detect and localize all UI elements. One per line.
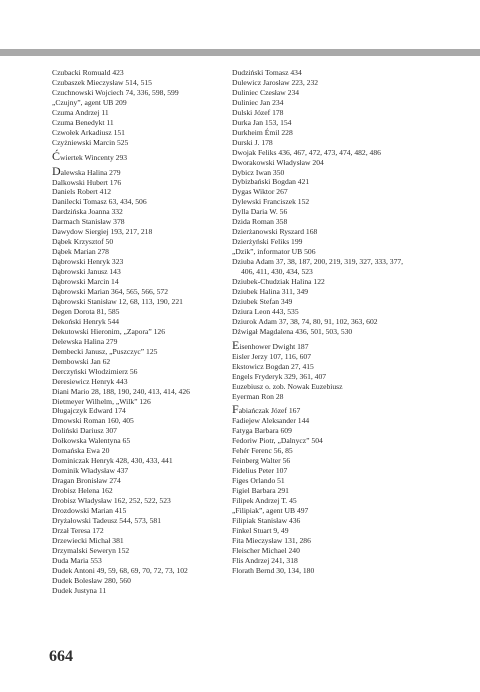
index-entry: Dzierżyński Feliks 199 bbox=[232, 237, 303, 247]
index-entry: Darmach Stanisław 378 bbox=[52, 217, 125, 227]
index-column-left bbox=[52, 68, 222, 596]
index-entry: Dulski Józef 178 bbox=[232, 107, 284, 117]
index-entry: Domańska Ewa 20 bbox=[52, 446, 110, 456]
index-entry: Flis Andrzej 241, 318 bbox=[232, 555, 298, 565]
index-entry: Daniels Robert 412 bbox=[52, 187, 112, 197]
index-entry: Fleischer Michael 240 bbox=[232, 545, 300, 555]
index-entry: Dziubek-Chudziak Halina 122 bbox=[232, 277, 325, 287]
index-entry: Dąbrowski Marcin 14 bbox=[52, 277, 119, 287]
index-entry: Durkheim Émil 228 bbox=[232, 127, 293, 137]
index-entry: Dziubek Stefan 349 bbox=[232, 296, 293, 306]
index-entry: Eyerman Ron 28 bbox=[232, 391, 284, 401]
index-entry: Finkel Stuart 9, 49 bbox=[232, 525, 289, 535]
index-entry: Dylewski Franciszek 152 bbox=[232, 197, 310, 207]
index-section-first-entry: Fabiańczak Józef 167 bbox=[232, 402, 301, 417]
index-entry: „Dzik”, informator UB 506 bbox=[232, 247, 316, 257]
index-entry: Dziubek Halina 311, 349 bbox=[232, 286, 309, 296]
index-entry: Dembowski Jan 62 bbox=[52, 356, 111, 366]
index-entry: Filipiak Stanisław 436 bbox=[232, 515, 301, 525]
index-entry: Fita Mieczysław 131, 286 bbox=[232, 535, 311, 545]
index-entry: Dołkowska Walentyna 65 bbox=[52, 436, 131, 446]
index-entry: Dąbrowski Stanisław 12, 68, 113, 190, 221 bbox=[52, 296, 183, 306]
index-entry: Fehér Ferenc 56, 85 bbox=[232, 446, 293, 456]
index-entry: Fedoriw Piotr, „Dalnycz” 504 bbox=[232, 436, 323, 446]
page-number: 664 bbox=[49, 648, 73, 665]
header-rule bbox=[0, 49, 480, 56]
index-entry: Czuma Andrzej 11 bbox=[52, 107, 109, 117]
index-entry: Dzierżanowski Ryszard 168 bbox=[232, 227, 318, 237]
index-entry: Dudek Antoni 49, 59, 68, 69, 70, 72, 73, 102 bbox=[52, 565, 188, 575]
index-entry: Dwojak Feliks 436, 467, 472, 473, 474, 482, 486 bbox=[232, 147, 381, 157]
index-entry: Dudziński Tomasz 434 bbox=[232, 68, 302, 77]
index-entry: Drobisz Helena 162 bbox=[52, 486, 113, 496]
index-entry: „Czujny”, agent UB 209 bbox=[52, 97, 127, 107]
index-entry: Dąbrowski Henryk 323 bbox=[52, 257, 124, 267]
index-section-first-entry: Dalewska Halina 279 bbox=[52, 163, 121, 178]
index-entry: Dworakowski Władysław 204 bbox=[232, 157, 324, 167]
index-entry: Delewska Halina 279 bbox=[52, 336, 118, 346]
index-entry: Figiel Barbara 291 bbox=[232, 486, 289, 496]
index-entry: Czubaszek Mieczysław 514, 515 bbox=[52, 77, 152, 87]
index-entry: Dąbek Krzysztof 50 bbox=[52, 237, 114, 247]
index-entry: Durka Jan 153, 154 bbox=[232, 117, 292, 127]
index-entry: Filipek Andrzej T. 45 bbox=[232, 496, 297, 506]
index-entry: Dzida Roman 358 bbox=[232, 217, 288, 227]
index-entry: Deresiewicz Henryk 443 bbox=[52, 376, 128, 386]
index-entry: Fadiejew Aleksander 144 bbox=[232, 416, 310, 426]
index-entry: Dylla Daria W. 56 bbox=[232, 207, 288, 217]
index-entry: Dąbrowski Marian 364, 565, 566, 572 bbox=[52, 287, 169, 297]
index-entry: Dybicz Iwan 350 bbox=[232, 167, 285, 177]
index-entry: Drozdowski Marian 415 bbox=[52, 505, 127, 515]
index-entry: Doliński Dariusz 307 bbox=[52, 426, 117, 436]
index-entry: Dietmeyer Wilhelm, „Wilk” 126 bbox=[52, 396, 151, 406]
index-entry: Dekutowski Hieronim, „Zapora” 126 bbox=[52, 326, 166, 336]
index-entry: Dygas Wiktor 267 bbox=[232, 187, 288, 197]
index-section-first-entry: Eisenhower Dwight 187 bbox=[232, 337, 309, 352]
index-entry: Diani Mario 28, 188, 190, 240, 413, 414, 426 bbox=[52, 386, 190, 396]
index-entry: Dulewicz Jarosław 223, 232 bbox=[232, 77, 319, 87]
index-entry: Dziurok Adam 37, 38, 74, 80, 91, 102, 363, 602 bbox=[232, 316, 378, 326]
index-entry: Eisler Jerzy 107, 116, 607 bbox=[232, 351, 312, 361]
index-entry: Fidelius Peter 107 bbox=[232, 466, 288, 476]
index-entry: Ekstowicz Bogdan 27, 415 bbox=[232, 361, 314, 371]
index-entry: Dawydow Siergiej 193, 217, 218 bbox=[52, 227, 153, 237]
index-entry: Dalkowski Hubert 176 bbox=[52, 177, 122, 187]
index-entry: Degen Dorota 81, 585 bbox=[52, 306, 120, 316]
index-entry: Fatyga Barbara 609 bbox=[232, 426, 292, 436]
index-entry: Drzymalski Seweryn 152 bbox=[52, 545, 130, 555]
index-entry: Dudek Bolesław 280, 560 bbox=[52, 575, 131, 585]
index-entry: Dembecki Janusz, „Puszczyc” 125 bbox=[52, 346, 158, 356]
index-entry: Dąbrowski Janusz 143 bbox=[52, 267, 121, 277]
index-entry: Długajczyk Edward 174 bbox=[52, 406, 126, 416]
index-entry: „Filipiak”, agent UB 497 bbox=[232, 505, 309, 515]
index-entry: Duda Maria 553 bbox=[52, 555, 102, 565]
index-entry: Dziuba Adam 37, 38, 187, 200, 219, 319, 327, 333, 377, 406, 411, 430, 434, 523 bbox=[232, 257, 404, 277]
index-entry: Durski J. 178 bbox=[232, 137, 273, 147]
index-entry: Dźwigał Magdalena 436, 501, 503, 530 bbox=[232, 326, 353, 336]
index-entry: Czyżniewski Marcin 525 bbox=[52, 137, 129, 147]
index-entry: Drzał Teresa 172 bbox=[52, 525, 104, 535]
index-column-right bbox=[232, 68, 417, 576]
index-entry: Dominik Władysław 437 bbox=[52, 466, 129, 476]
index-entry: Derczyński Włodzimierz 56 bbox=[52, 366, 138, 376]
index-entry: Dmowski Roman 160, 405 bbox=[52, 416, 134, 426]
index-entry: Engels Fryderyk 329, 361, 407 bbox=[232, 371, 327, 381]
index-entry: Dybizbański Bogdan 421 bbox=[232, 177, 310, 187]
index-entry: Duliniec Czesław 234 bbox=[232, 87, 300, 97]
index-entry: Figes Orlando 51 bbox=[232, 476, 285, 486]
index-entry: Czubacki Romuald 423 bbox=[52, 68, 124, 77]
index-entry: Dragan Bronisław 274 bbox=[52, 476, 121, 486]
index-entry: Drzewiecki Michał 381 bbox=[52, 535, 124, 545]
index-entry: Dudek Justyna 11 bbox=[52, 585, 107, 595]
index-entry: Dąbek Marian 278 bbox=[52, 247, 109, 257]
index-entry: Euzebiusz o. zob. Nowak Euzebiusz bbox=[232, 381, 343, 391]
index-entry: Czuma Benedykt 11 bbox=[52, 117, 114, 127]
index-entry: Dryżałowski Tadeusz 544, 573, 581 bbox=[52, 515, 161, 525]
index-entry: Dziura Leon 443, 535 bbox=[232, 306, 299, 316]
index-entry: Dardzińska Joanna 332 bbox=[52, 207, 123, 217]
index-entry: Duliniec Jan 234 bbox=[232, 97, 284, 107]
index-entry: Dekoński Henryk 544 bbox=[52, 316, 120, 326]
index-entry: Danilecki Tomasz 63, 434, 506 bbox=[52, 197, 147, 207]
index-entry: Florath Bernd 30, 134, 180 bbox=[232, 565, 315, 575]
index-entry: Feinberg Walter 56 bbox=[232, 456, 291, 466]
index-section-first-entry: Ćwiertek Wincenty 293 bbox=[52, 148, 128, 163]
index-entry: Czuchnowski Wojciech 74, 336, 598, 599 bbox=[52, 87, 179, 97]
index-entry: Drobisz Władysław 162, 252, 522, 523 bbox=[52, 496, 171, 506]
index-entry: Dominiczak Henryk 428, 430, 433, 441 bbox=[52, 456, 173, 466]
index-entry: Czwołek Arkadiusz 151 bbox=[52, 127, 125, 137]
